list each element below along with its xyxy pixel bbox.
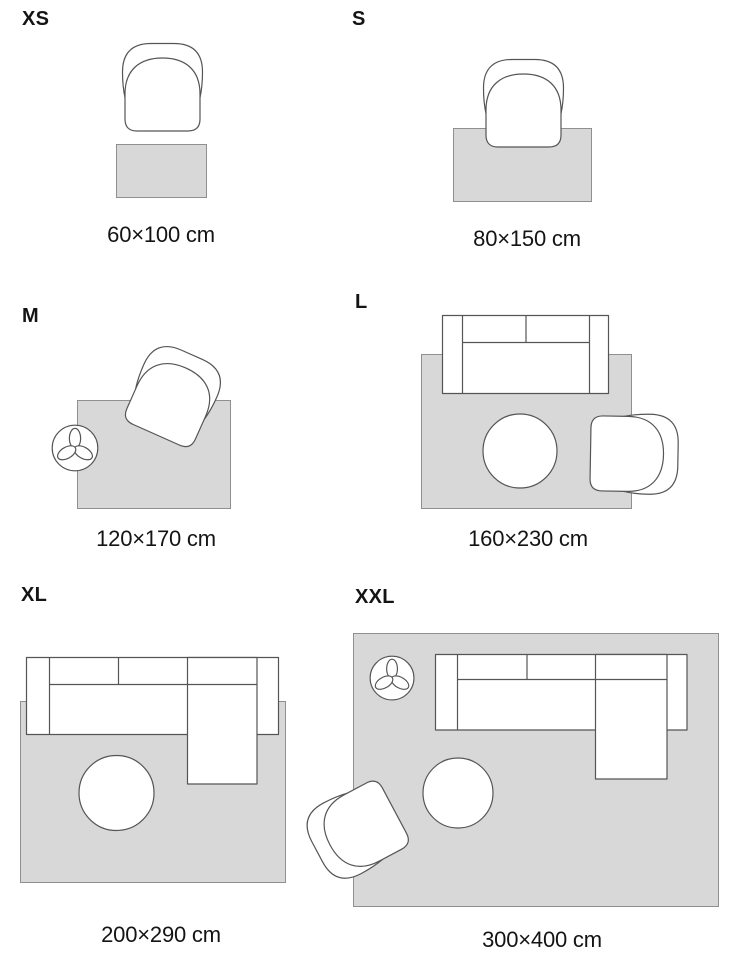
size-label-s: S [352,8,366,30]
armchair-icon [123,44,203,132]
xs-rug [117,145,207,198]
plant-icon [52,425,98,471]
s-diagram [454,60,592,202]
dimension-label-xl: 200×290 cm [101,922,221,947]
sofa-icon [443,316,609,394]
xxl-diagram [298,634,718,907]
armchair-icon [484,60,564,148]
dimension-label-l: 160×230 cm [468,526,588,551]
m-diagram [52,339,230,509]
coffee-table-icon [79,756,154,831]
size-label-xxl: XXL [355,586,395,608]
dimension-label-xxl: 300×400 cm [482,927,602,952]
plant-icon [370,656,414,700]
coffee-table-icon [483,414,557,488]
size-label-xl: XL [21,584,48,606]
size-label-l: L [355,291,368,313]
coffee-table-icon [423,758,493,828]
dimension-label-s: 80×150 cm [473,226,581,251]
armchair-icon [590,413,679,495]
xs-diagram [117,44,207,198]
xl-diagram [21,658,286,883]
dimension-label-m: 120×170 cm [96,526,216,551]
dimension-label-xs: 60×100 cm [107,222,215,247]
size-label-xs: XS [22,8,50,30]
size-label-m: M [22,305,39,327]
l-diagram [422,316,679,509]
